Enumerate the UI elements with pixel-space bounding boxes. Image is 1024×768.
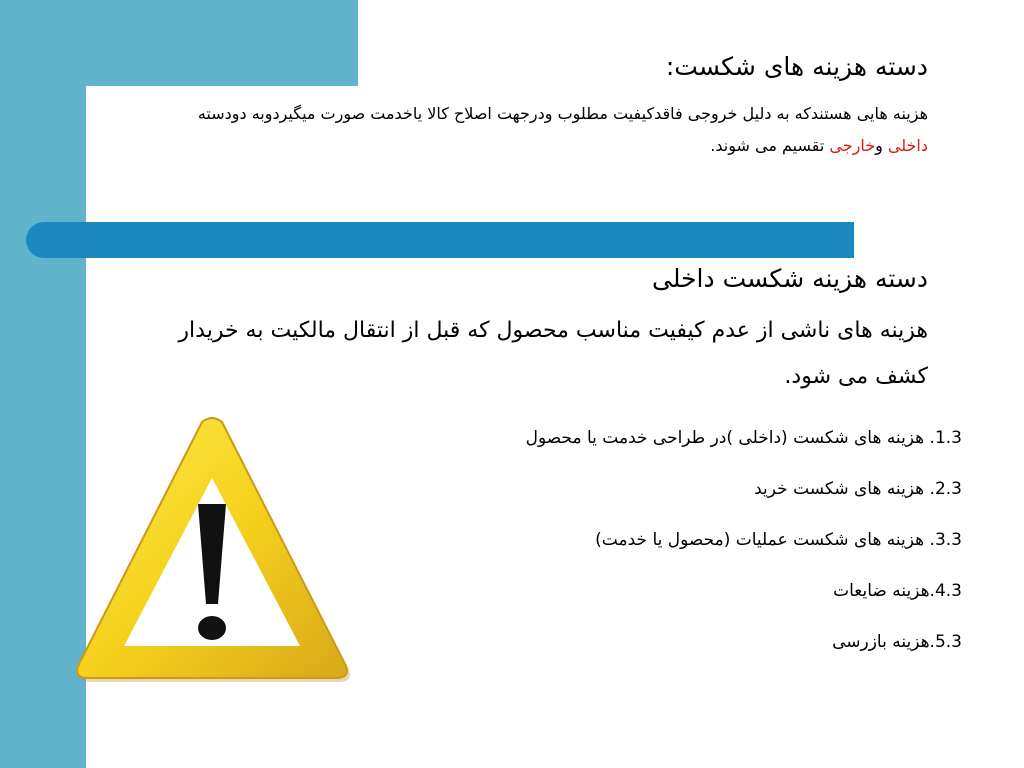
section-title-internal-failure: دسته هزینه شکست داخلی: [651, 264, 928, 293]
section-title-failure-costs: دسته هزینه های شکست:: [665, 52, 928, 81]
list-item: 1.3. هزینه های شکست (داخلی )در طراحی خدمت یا محصول: [525, 428, 962, 448]
body-text-part2: تقسیم می شوند.: [710, 136, 830, 155]
highlight-external: خارجی: [829, 136, 876, 155]
warning-triangle-icon: [74, 414, 350, 684]
section-body-failure-costs: [168, 98, 928, 162]
body-conjunction: و: [875, 136, 888, 155]
list-item: 2.3. هزینه های شکست خرید: [754, 479, 962, 499]
list-item: 4.3.هزینه ضایعات: [833, 581, 962, 601]
divider-bar: [26, 222, 854, 258]
section-body-internal-failure: هزینه های ناشی از عدم کیفیت مناسب محصول که قبل از انتقال مالکیت به خریدار کشف می شود.: [178, 318, 928, 389]
highlight-internal: داخلی: [887, 136, 928, 155]
body-text-part1: هزینه هایی هستندکه به دلیل خروجی فاقدکیفیت مطلوب ودرجهت اصلاح کالا یاخدمت صورت میگیردوبه دودسته: [197, 104, 928, 123]
failure-cost-list: [402, 422, 962, 677]
list-item: 5.3.هزینه بازرسی: [832, 632, 962, 652]
rounded-corner-decoration: [86, 86, 146, 146]
list-item: 3.3. هزینه های شکست عملیات (محصول یا خدمت): [595, 530, 962, 550]
